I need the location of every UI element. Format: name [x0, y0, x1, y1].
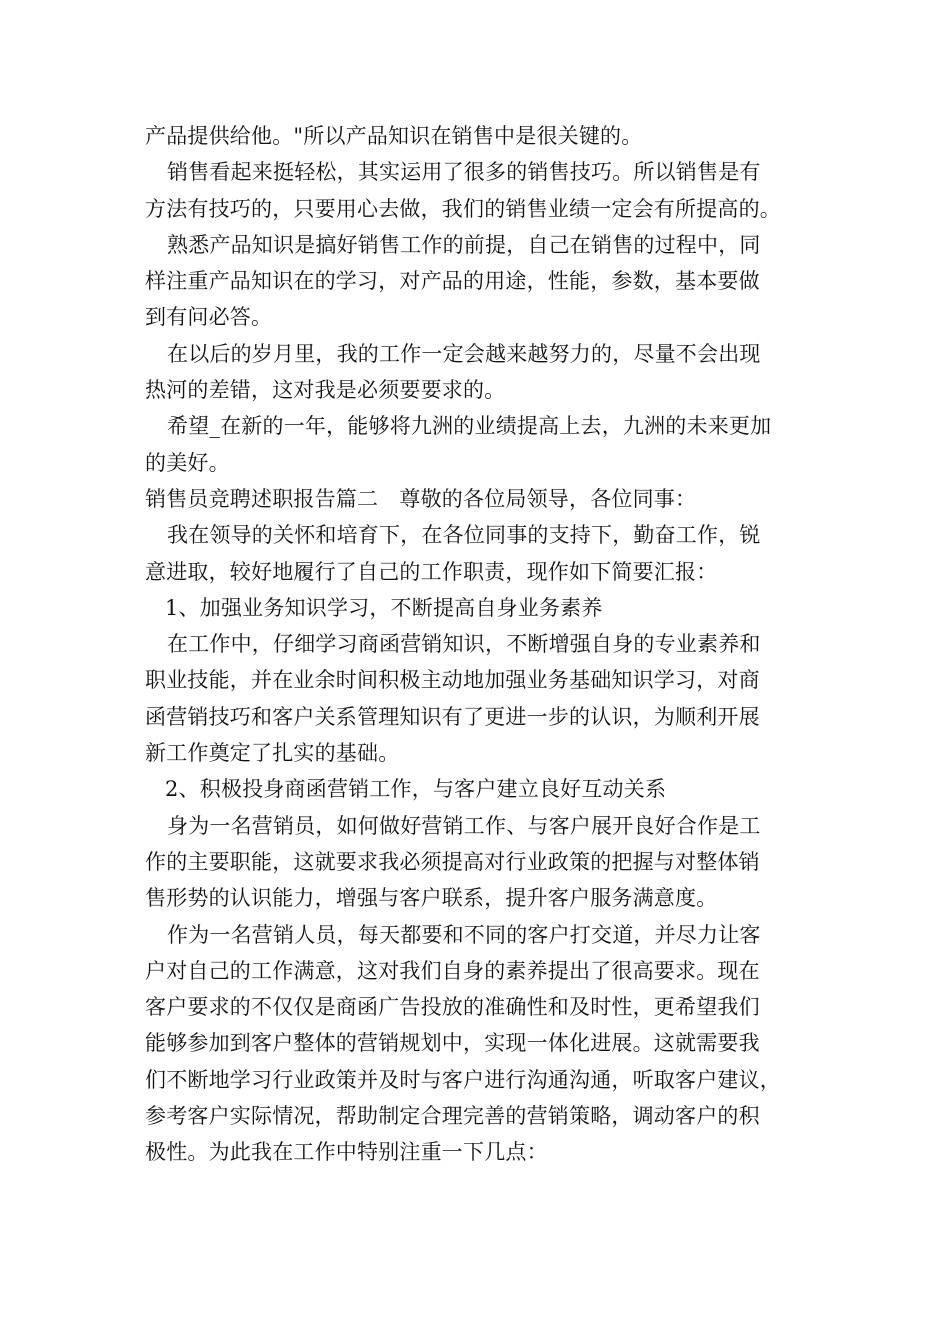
- text-line: 能够参加到客户整体的营销规划中，实现一体化进展。这就需要我: [145, 1031, 760, 1056]
- text-line: 职业技能，并在业余时间积极主动地加强业务基础知识学习，对商: [145, 668, 760, 693]
- text-line: 意进取，较好地履行了自己的工作职责，现作如下简要汇报：: [145, 559, 718, 584]
- text-line: 身为一名营销员，如何做好营销工作、与客户展开良好合作是工: [167, 813, 761, 838]
- text-line: 作的主要职能，这就要求我必须提高对行业政策的把握与对整体销: [145, 849, 760, 874]
- text-line: 到有问必答。: [145, 305, 273, 330]
- text-line: 参考客户实际情况，帮助制定合理完善的营销策略，调动客户的积: [145, 1104, 760, 1129]
- numbered-heading: 1、加强业务知识学习，不断提高自身业务素养: [165, 595, 603, 620]
- text-line: 在以后的岁月里，我的工作一定会越来越努力的，尽量不会出现: [167, 341, 761, 366]
- text-line: 售形势的认识能力，增强与客户联系，提升客户服务满意度。: [145, 886, 718, 911]
- text-line: 热河的差错，这对我是必须要要求的。: [145, 378, 506, 403]
- text-line: 客户要求的不仅仅是商函广告投放的准确性和及时性，更希望我们: [145, 995, 760, 1020]
- text-line: 的美好。: [145, 450, 230, 475]
- text-line: 作为一名营销人员，每天都要和不同的客户打交道，并尽力让客: [167, 922, 761, 947]
- document-body: [145, 118, 825, 1171]
- text-line: 熟悉产品知识是搞好销售工作的前提，自己在销售的过程中，同: [167, 232, 761, 257]
- text-line: 户对自己的工作满意，这对我们自身的素养提出了很高要求。现在: [145, 958, 760, 983]
- text-line: 们不断地学习行业政策并及时与客户进行沟通沟通，听取客户建议，: [145, 1067, 781, 1092]
- text-line: 销售看起来挺轻松，其实运用了很多的销售技巧。所以销售是有: [167, 160, 761, 185]
- numbered-heading: 2、积极投身商函营销工作，与客户建立良好互动关系: [165, 777, 667, 802]
- text-line: 我在领导的关怀和培育下，在各位同事的支持下，勤奋工作，锐: [167, 523, 761, 548]
- text-line: 方法有技巧的，只要用心去做，我们的销售业绩一定会有所提高的。: [145, 196, 781, 221]
- text-line: 希望_在新的一年，能够将九洲的业绩提高上去，九洲的未来更加: [167, 414, 772, 439]
- text-line: 样注重产品知识在的学习，对产品的用途，性能，参数，基本要做: [145, 269, 760, 294]
- text-line: 函营销技巧和客户关系管理知识有了更进一步的认识，为顺利开展: [145, 704, 760, 729]
- text-line: 产品提供给他。"所以产品知识在销售中是很关键的。: [145, 124, 643, 148]
- section-heading: 销售员竞聘述职报告篇二 尊敬的各位局领导，各位同事：: [145, 486, 697, 511]
- text-line: 极性。为此我在工作中特别注重一下几点：: [145, 1140, 548, 1165]
- text-line: 新工作奠定了扎实的基础。: [145, 741, 400, 766]
- text-line: 在工作中，仔细学习商函营销知识，不断增强自身的专业素养和: [167, 632, 761, 657]
